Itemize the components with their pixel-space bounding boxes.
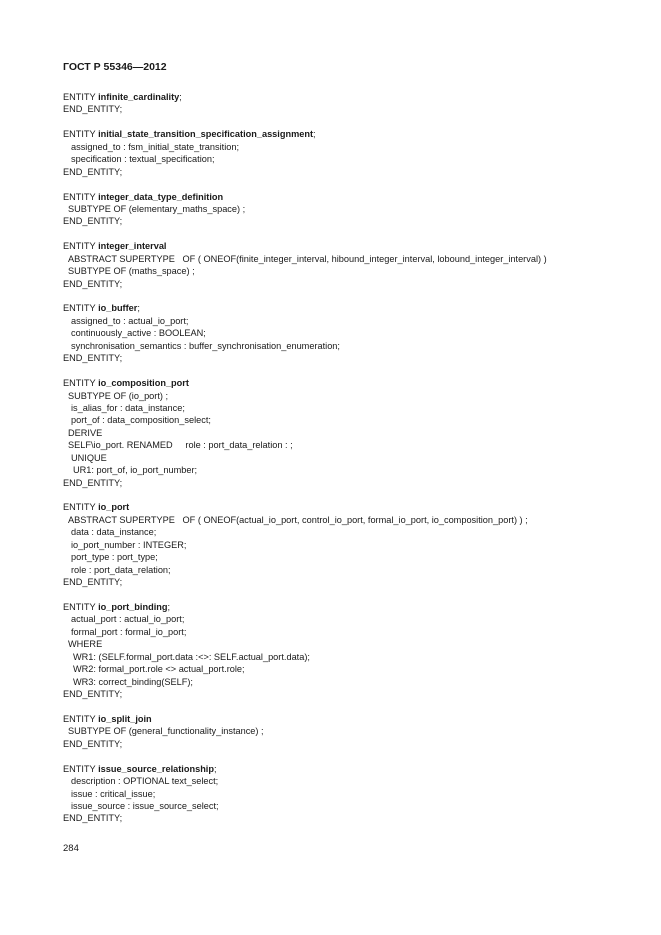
entity-body-line: port_type : port_type; [71,552,158,563]
end-entity: END_ENTITY; [63,477,123,488]
entity-name: integer_data_type_definition [98,191,224,202]
entity-body-line: io_port_number : INTEGER; [71,539,187,550]
entity-body-line: assigned_to : fsm_initial_state_transition; [71,141,240,152]
entity-body-line: UNIQUE [71,452,107,463]
entity-body-line: is_alias_for : data_instance; [71,402,185,413]
entity-terminator: ; [179,92,182,102]
entity-body-line: assigned_to : actual_io_port; [71,315,189,326]
entity-body-line: ABSTRACT SUPERTYPE OF ( ONEOF(finite_integer_interval, hibound_integer_interval, lobound_integer_interval) ) [68,253,547,264]
entity-body-line: WR2: formal_port.role <> actual_port.role; [73,664,245,675]
end-entity: END_ENTITY; [63,577,123,588]
entity-keyword: ENTITY [63,601,99,612]
end-entity: END_ENTITY; [63,216,123,227]
express-schema-listing [63,91,547,837]
entity-name: io_port_binding [98,601,168,612]
entity-name: integer_interval [98,241,167,252]
entity-name: io_buffer [98,303,138,314]
entity-body-line: WR3: correct_binding(SELF); [73,676,193,687]
entity-block [63,763,547,825]
entity-body-line: SELF\io_port. RENAMED role : port_data_relation : ; [68,440,293,451]
entity-body-line: issue : critical_issue; [71,788,156,799]
entity-declaration [63,91,547,103]
entity-declaration [63,240,547,252]
entity-block [63,302,547,364]
entity-declaration [63,191,547,203]
entity-body-line: description : OPTIONAL text_select; [71,776,219,787]
entity-body-line: SUBTYPE OF (maths_space) ; [68,266,195,277]
entity-name: infinite_cardinality [98,92,180,102]
entity-terminator: ; [167,601,171,612]
entity-terminator: ; [137,303,140,314]
entity-body-line: SUBTYPE OF (general_functionality_instance) ; [68,726,264,737]
entity-declaration [63,302,547,314]
entity-body-line: issue_source : issue_source_select; [71,800,219,811]
end-entity: END_ENTITY; [63,104,123,115]
entity-body-line: continuously_active : BOOLEAN; [71,328,206,339]
entity-body-line: WHERE [68,639,103,650]
entity-body-line: actual_port : actual_io_port; [71,614,185,625]
entity-name: io_split_join [98,713,152,724]
entity-keyword: ENTITY [63,378,99,389]
entity-body-line: SUBTYPE OF (elementary_maths_space) ; [68,203,246,214]
entity-keyword: ENTITY [63,92,99,102]
end-entity: END_ENTITY; [63,278,123,289]
entity-body-line: specification : textual_specification; [71,154,215,165]
entity-declaration [63,763,547,775]
end-entity: END_ENTITY; [63,353,123,364]
entity-body-line: port_of : data_composition_select; [71,415,211,426]
entity-block [63,128,547,178]
entity-body-line: synchronisation_semantics : buffer_synchronisation_enumeration; [71,340,340,351]
entity-block [63,501,547,588]
end-entity: END_ENTITY; [63,166,123,177]
entity-body-line: data : data_instance; [71,527,157,538]
entity-block [63,91,547,116]
entity-declaration [63,713,547,725]
entity-body-line: role : port_data_relation; [71,564,171,575]
end-entity: END_ENTITY; [63,738,123,749]
entity-keyword: ENTITY [63,502,99,513]
entity-declaration [63,128,547,140]
document-header: ГОСТ Р 55346—2012 [63,61,167,73]
entity-declaration [63,501,547,513]
entity-block [63,191,547,228]
entity-keyword: ENTITY [63,129,99,140]
entity-body-line: ABSTRACT SUPERTYPE OF ( ONEOF(actual_io_port, control_io_port, formal_io_port, io_composition_port) ) ; [68,514,528,525]
entity-body-line: UR1: port_of, io_port_number; [73,465,198,476]
entity-block [63,601,547,701]
entity-body-line: formal_port : formal_io_port; [71,626,187,637]
entity-name: io_composition_port [98,378,189,389]
entity-keyword: ENTITY [63,241,99,252]
end-entity: END_ENTITY; [63,689,123,699]
entity-body-line: WR1: (SELF.formal_port.data :<>: SELF.actual_port.data); [73,651,310,662]
entity-keyword: ENTITY [63,191,99,202]
entity-terminator: ; [213,763,217,774]
entity-block [63,377,547,489]
entity-declaration [63,377,547,389]
entity-keyword: ENTITY [63,303,99,314]
entity-block [63,240,547,290]
end-entity: END_ENTITY; [63,813,123,824]
entity-block [63,713,547,750]
entity-name: issue_source_relationship [98,763,214,774]
entity-name: io_port [98,502,130,513]
entity-name: initial_state_transition_specification_assignment [98,129,314,140]
page-number: 284 [63,843,79,854]
entity-declaration [63,601,547,613]
entity-keyword: ENTITY [63,713,99,724]
entity-terminator: ; [313,129,316,140]
entity-body-line: SUBTYPE OF (io_port) ; [68,390,169,401]
entity-keyword: ENTITY [63,763,99,774]
entity-body-line: DERIVE [68,427,103,438]
